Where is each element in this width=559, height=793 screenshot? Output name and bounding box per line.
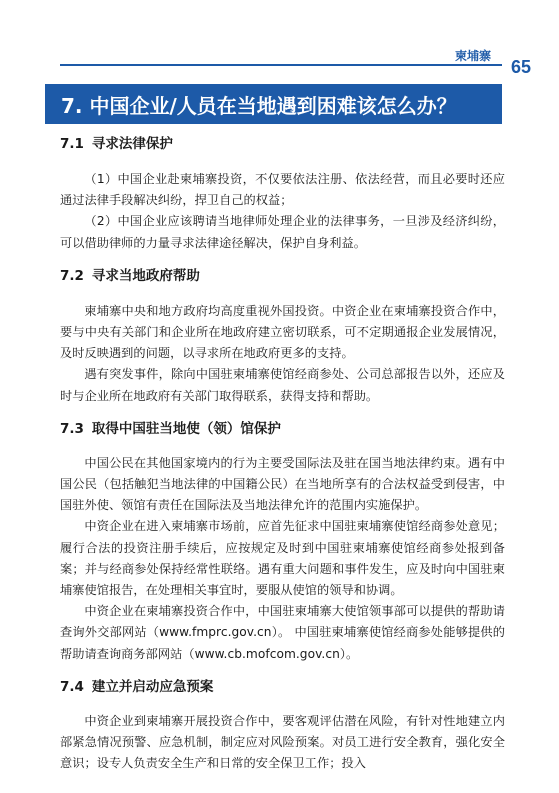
header-rule	[60, 64, 502, 66]
section-title: 寻求法律保护	[91, 136, 173, 152]
section-heading-7-2	[60, 264, 505, 284]
paragraph: 中资企业在进入柬埔寨市场前，应首先征求中国驻柬埔寨使馆经商参处意见；履行合法的投资注册手续后，应按规定及时到中国驻柬埔寨使馆经商参处报到备案；并与经商参处保持经常性联络。遇有重大问题和事件发生，应及时向中国驻柬埔寨使馆报告，在处理相关事宜时，要服从使馆的领导和协调。	[60, 519, 505, 598]
chapter-title-bar: 7. 中国企业/人员在当地遇到困难该怎么办？	[45, 84, 502, 124]
paragraph: （2）中国企业应该聘请当地律师处理企业的法律事务，一旦涉及经济纠纷，可以借助律师的力量寻求法律途径解决，保护自身利益。	[60, 214, 505, 250]
paragraph: 中资企业在柬埔寨投资合作中，中国驻柬埔寨大使馆领事部可以提供的帮助请查询外交部网站（www.fmprc.gov.cn）。 中国驻柬埔寨使馆经商参处能够提供的帮助请查询商务部网站（www.cb.mofcom.gov.cn）。	[60, 604, 505, 661]
paragraph: （1）中国企业赴柬埔寨投资，不仅要依法注册、依法经营，而且必要时还应通过法律手段解决纠纷，捍卫自己的权益；	[60, 172, 505, 208]
section-title: 取得中国驻当地使（领）馆保护	[91, 420, 281, 437]
paragraph: 遇有突发事件，除向中国驻柬埔寨使馆经商参处、公司总部报告以外，还应及时与企业所在地政府有关部门取得联系，获得支持和帮助。	[60, 367, 505, 403]
paragraph: 中国公民在其他国家境内的行为主要受国际法及驻在国当地法律约束。遇有中国公民（包括触犯当地法律的中国籍公民）在当地所享有的合法权益受到侵害，中国驻外使、领馆有责任在国际法及当地法律允许的范围内实施保护。	[60, 455, 505, 513]
section-title: 建立并启动应急预案	[91, 678, 214, 695]
paragraph: 柬埔寨中央和地方政府均高度重视外国投资。中资企业在柬埔寨投资合作中，要与中央有关部门和企业所在地政府建立密切联系，可不定期通报企业发展情况，及时反映遇到的问题，以寻求所在地政府更多的支持。	[60, 303, 505, 361]
section-heading-7-1	[60, 132, 505, 152]
section-number: 7.2	[60, 267, 84, 284]
section-number: 7.4	[60, 678, 84, 695]
main-content	[60, 132, 505, 774]
section-number: 7.1	[60, 136, 84, 152]
section-number: 7.3	[60, 420, 84, 437]
paragraph: 中资企业到柬埔寨开展投资合作中，要客观评估潜在风险，有针对性地建立内部紧急情况预警、应急机制，制定应对风险预案。对员工进行安全教育，强化安全意识；设专人负责安全生产和日常的安全保卫工作；投入	[60, 713, 505, 771]
section-heading-7-4	[60, 675, 505, 695]
section-title: 寻求当地政府帮助	[91, 267, 200, 284]
page-number: 65	[511, 57, 532, 77]
section-heading-7-3	[60, 417, 505, 437]
running-header-label: 柬埔寨	[455, 49, 492, 63]
